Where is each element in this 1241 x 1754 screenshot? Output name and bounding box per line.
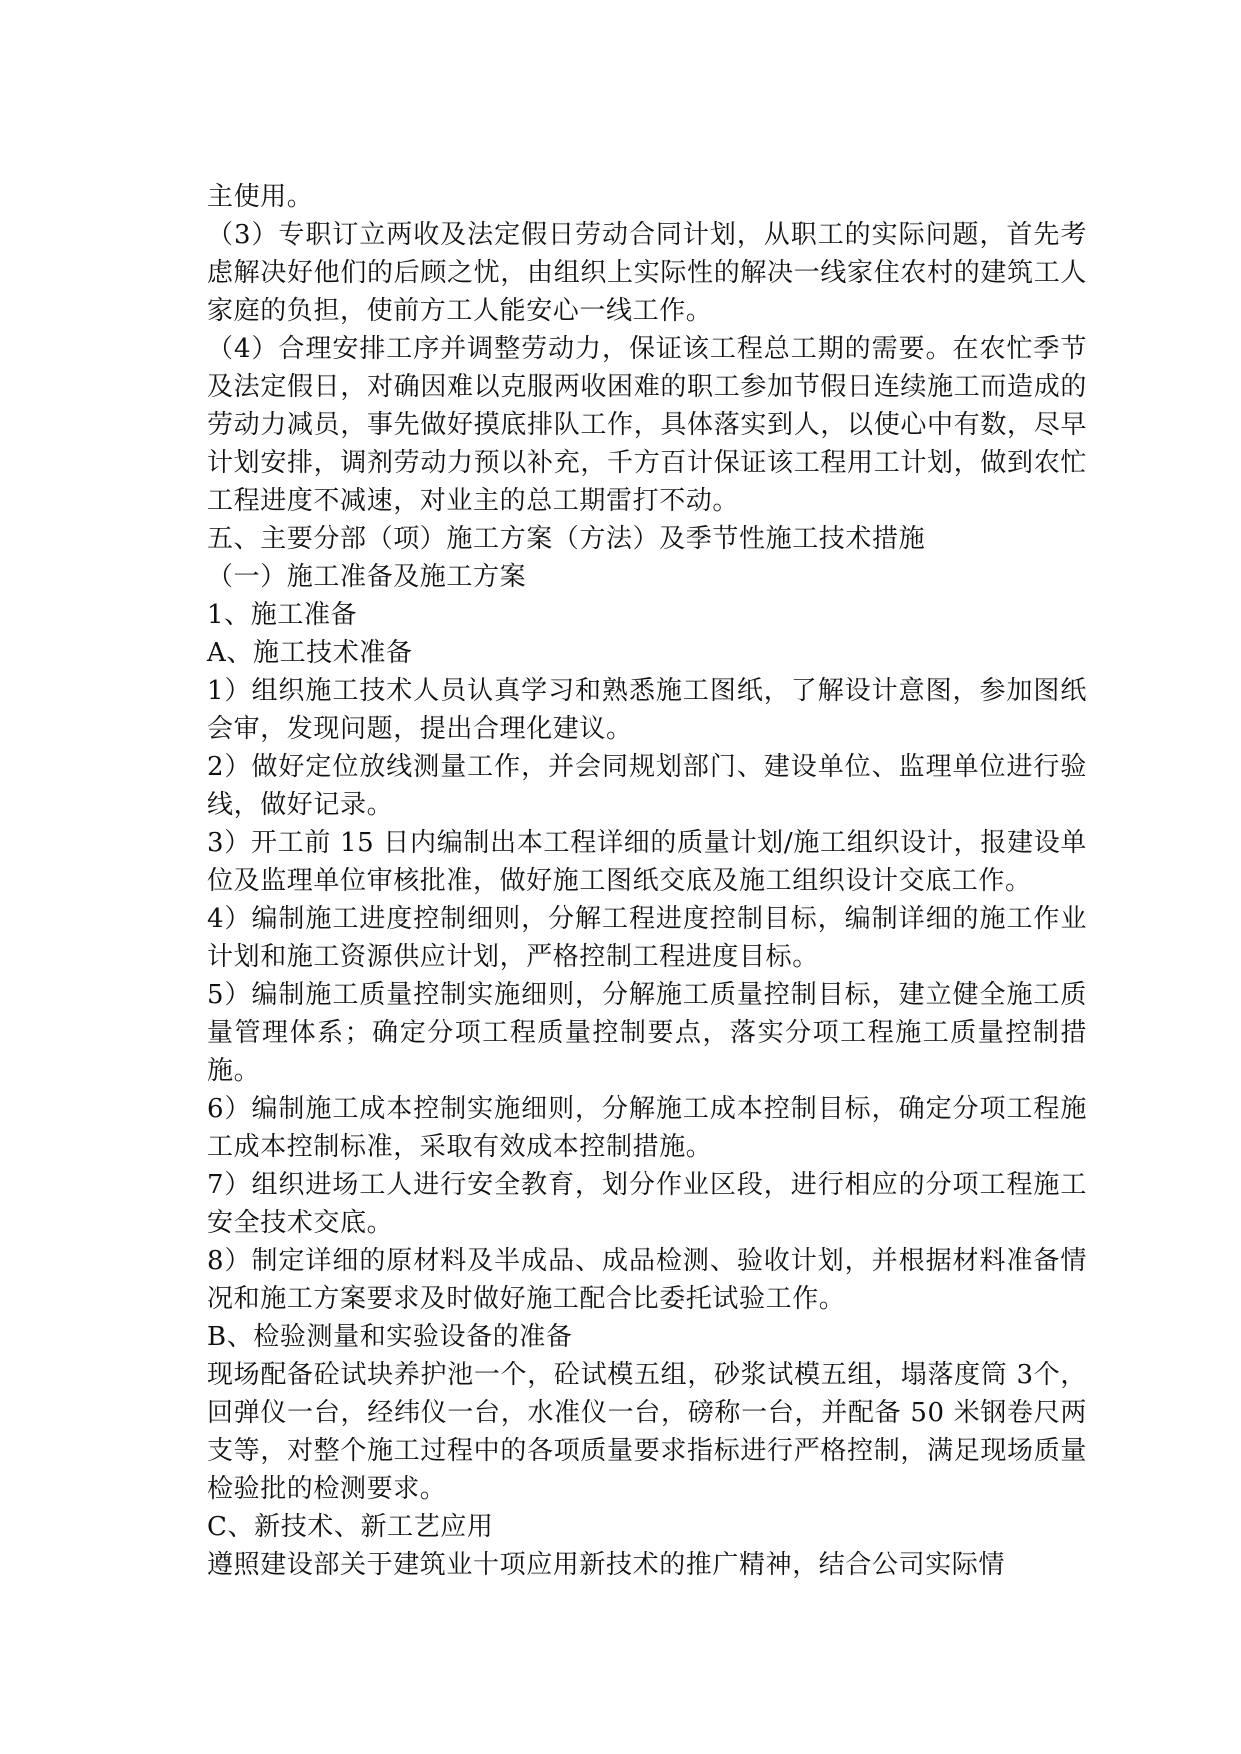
subsection-heading-1: （一）施工准备及施工方案 [207, 562, 527, 592]
list-item-1: 1）组织施工技术人员认真学习和熟悉施工图纸，了解设计意图，参加图纸会审，发现问题，提出合理化建议。 [207, 676, 1087, 744]
paragraph-continuation: 主使用。 [207, 182, 314, 212]
paragraph-item-3: （3）专职订立两收及法定假日劳动合同计划，从职工的实际问题，首先考虑解决好他们的后顾之忧，由组织上实际性的解决一线家住农村的建筑工人家庭的负担，使前方工人能安心一线工作。 [207, 220, 1087, 326]
paragraph-equipment: 现场配备砼试块养护池一个，砼试模五组，砂浆试模五组，塌落度筒 3个，回弹仪一台，经纬仪一台，水准仪一台，磅称一台，并配备 50 米钢卷尺两支等，对整个施工过程中的各项质量要求指标进行严格控制，满足现场质量检验批的检测要求。 [207, 1360, 1087, 1504]
list-item-6: 6）编制施工成本控制实施细则，分解施工成本控制目标，确定分项工程施工成本控制标准，采取有效成本控制措施。 [207, 1094, 1087, 1162]
list-item-5: 5）编制施工质量控制实施细则，分解施工质量控制目标，建立健全施工质量管理体系；确定分项工程质量控制要点，落实分项工程施工质量控制措施。 [207, 980, 1087, 1086]
heading-new-technology: C、新技术、新工艺应用 [207, 1512, 494, 1542]
list-item-2: 2）做好定位放线测量工作，并会同规划部门、建设单位、监理单位进行验线，做好记录。 [207, 752, 1087, 820]
heading-construction-preparation: 1、施工准备 [207, 600, 358, 630]
list-item-7: 7）组织进场工人进行安全教育，划分作业区段，进行相应的分项工程施工安全技术交底。 [207, 1170, 1087, 1238]
heading-inspection-equipment: B、检验测量和实验设备的准备 [207, 1322, 573, 1352]
list-item-3: 3）开工前 15 日内编制出本工程详细的质量计划/施工组织设计，报建设单位及监理单位审核批准，做好施工图纸交底及施工组织设计交底工作。 [207, 828, 1087, 896]
section-heading-5: 五、主要分部（项）施工方案（方法）及季节性施工技术措施 [207, 524, 926, 554]
list-item-8: 8）制定详细的原材料及半成品、成品检测、验收计划，并根据材料准备情况和施工方案要求及时做好施工配合比委托试验工作。 [207, 1246, 1087, 1314]
paragraph-new-technology: 遵照建设部关于建筑业十项应用新技术的推广精神，结合公司实际情 [207, 1550, 1006, 1580]
paragraph-item-4: （4）合理安排工序并调整劳动力，保证该工程总工期的需要。在农忙季节及法定假日，对确因难以克服两收困难的职工参加节假日连续施工而造成的劳动力减员，事先做好摸底排队工作，具体落实到人，以使心中有数，尽早计划安排，调剂劳动力预以补充，千方百计保证该工程用工计划，做到农忙工程进度不减速，对业主的总工期雷打不动。 [207, 334, 1087, 516]
list-item-4: 4）编制施工进度控制细则，分解工程进度控制目标，编制详细的施工作业计划和施工资源供应计划，严格控制工程进度目标。 [207, 904, 1087, 972]
heading-technical-preparation: A、施工技术准备 [207, 638, 413, 668]
document-body [207, 178, 1087, 1584]
